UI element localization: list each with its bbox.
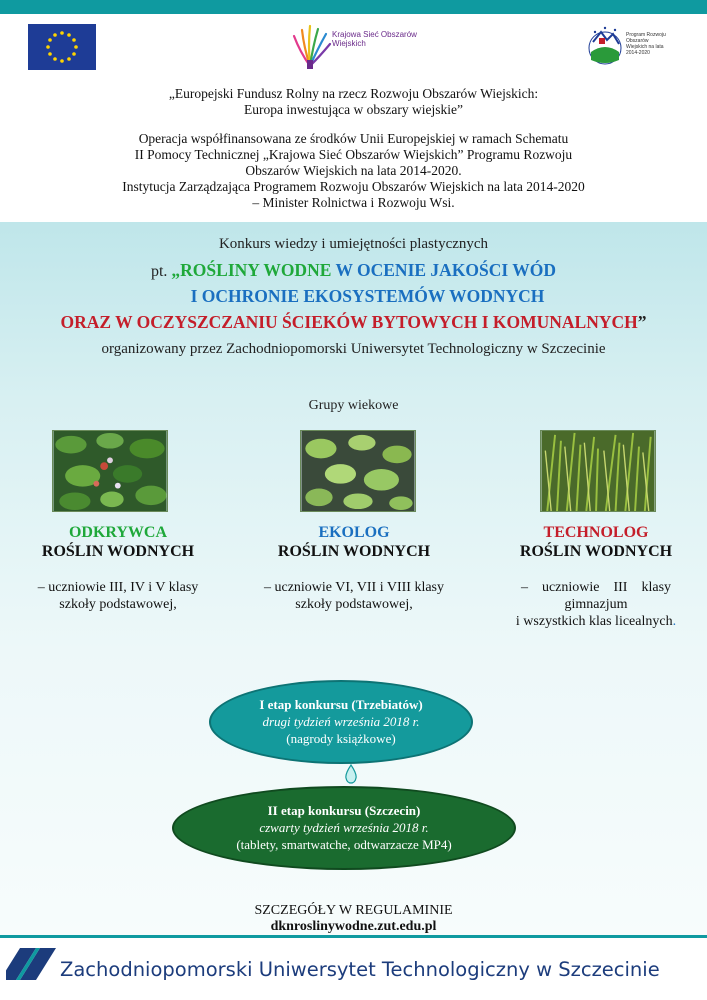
stage-2-oval (172, 786, 516, 870)
top-accent-bar (0, 0, 707, 14)
group-technolog (478, 523, 707, 630)
stage-prizes: (tablety, smartwatche, odtwarzacze MP4) (236, 837, 452, 852)
operation-line-1: Operacja współfinansowana ze środków Unii Europejskiej w ramach Schematu (138, 131, 569, 146)
fund-line-2: Europa inwestująca w obszary wiejskie” (244, 102, 463, 117)
stage-date: drugi tydzień września 2018 r. (262, 714, 420, 729)
group-desc-line-1: – uczniowie III, IV i V klasy (37, 580, 199, 595)
ksow-logo-text: Krajowa Sieć Obszarów Wiejskich (332, 30, 417, 48)
contest-title-line-3 (0, 312, 707, 333)
contest-title-line-1 (0, 260, 707, 281)
group-desc-line-3: i wszystkich klas licealnych. (515, 614, 677, 629)
operation-line-2: II Pomocy Technicznej „Krajowa Sieć Obszarów Wiejskich” Programu Rozwoju (134, 147, 573, 162)
stage-1-oval (209, 680, 473, 764)
age-groups-label: Grupy wiekowe (308, 398, 399, 413)
eu-flag-logo (28, 24, 96, 70)
group-desc-line-2: szkoły podstawowej, (295, 597, 413, 612)
title-part-blue: W OCENIE JAKOŚCI WÓD (331, 260, 557, 280)
stage-date: czwarty tydzień września 2018 r. (259, 820, 429, 835)
contest-intro: Konkurs wiedzy i umiejętności plastycznych (218, 236, 489, 252)
group-desc-line-1: – uczniowie III klasy (520, 580, 672, 595)
group-subtitle: ROŚLIN WODNYCH (519, 543, 673, 560)
title-part-green: „ROŚLINY WODNE (171, 260, 332, 280)
group-odkrywca (0, 523, 236, 613)
operation-line-3: Obszarów Wiejskich na lata 2014-2020. (245, 163, 462, 178)
group-name: ODKRYWCA (68, 524, 168, 541)
stage-title: II etap konkursu (Szczecin) (267, 803, 421, 818)
operation-line-5: – Minister Rolnictwa i Rozwoju Wsi. (252, 195, 455, 210)
aquatic-plants-photo-3 (540, 430, 656, 512)
group-name: EKOLOG (318, 524, 390, 541)
stage-connector-icon (344, 764, 358, 784)
group-name: TECHNOLOG (543, 524, 649, 541)
title-close-quote: ” (637, 312, 647, 332)
fund-line-1: „Europejski Fundusz Rolny na rzecz Rozwoju Obszarów Wiejskich: (168, 86, 539, 101)
pt-prefix: pt. (150, 263, 172, 280)
operation-line-4: Instytucja Zarządzająca Programem Rozwoju Obszarów Wiejskich na lata 2014-2020 (122, 179, 585, 194)
group-desc-line-1: – uczniowie VI, VII i VIII klasy (263, 580, 445, 595)
stage-title: I etap konkursu (Trzebiatów) (259, 697, 423, 712)
prow-logo-text: Program Rozwoju Obszarów Wiejskich na lata 2014-2020 (626, 32, 666, 56)
group-desc-line-2: szkoły podstawowej, (59, 597, 177, 612)
details-url-link[interactable]: dknroslinywodne.zut.edu.pl (270, 919, 437, 934)
details-label: SZCZEGÓŁY W REGULAMINIE (254, 903, 453, 918)
contest-title-line-2: I OCHRONIE EKOSYSTEMÓW WODNYCH (190, 286, 545, 306)
group-subtitle: ROŚLIN WODNYCH (41, 543, 195, 560)
organizer-line: organizowany przez Zachodniopomorski Uniwersytet Technologiczny w Szczecinie (101, 341, 606, 357)
group-desc-line-2: gimnazjum (564, 597, 628, 612)
zut-logo-icon (6, 944, 60, 984)
group-ekolog (236, 523, 472, 613)
title-part-red: ORAZ W OCZYSZCZANIU ŚCIEKÓW BYTOWYCH I KOMUNALNYCH (60, 312, 638, 332)
stage-prizes: (nagrody książkowe) (286, 731, 396, 746)
group-subtitle: ROŚLIN WODNYCH (277, 543, 431, 560)
footer-university-name: Zachodniopomorski Uniwersytet Technologiczny w Szczecinie (60, 958, 660, 981)
aquatic-plants-photo-2 (300, 430, 416, 512)
aquatic-plants-photo-1 (52, 430, 168, 512)
